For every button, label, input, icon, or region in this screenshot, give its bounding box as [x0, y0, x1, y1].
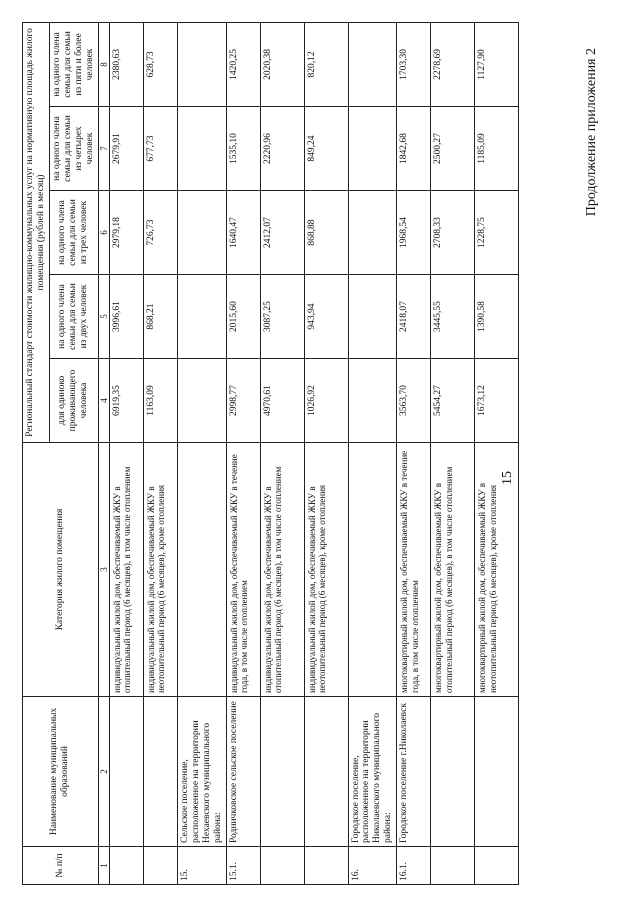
row-value: 1185,09: [475, 107, 519, 191]
row-value: 2998,77: [226, 359, 260, 443]
row-value: 677,73: [143, 107, 177, 191]
row-value: [177, 191, 226, 275]
continuation-label: Продолжение приложения 2: [584, 48, 599, 217]
row-value: 1163,09: [143, 359, 177, 443]
table-row: [177, 22, 226, 884]
row-municipality: Родничковское сельское поселение: [226, 697, 260, 847]
row-number: [260, 847, 304, 885]
row-value: 2412,07: [260, 191, 304, 275]
row-value: 2679,91: [109, 107, 143, 191]
header-num: № п/п: [23, 847, 99, 885]
row-value: 3087,25: [260, 275, 304, 359]
table-row: [304, 22, 348, 884]
row-value: [177, 275, 226, 359]
row-value: 849,24: [304, 107, 348, 191]
table-row: [431, 22, 475, 884]
row-value: 1420,25: [226, 22, 260, 106]
row-number: 16.: [348, 847, 397, 885]
row-value: 2418,07: [397, 275, 431, 359]
page-number: 15: [500, 471, 515, 485]
row-value: 1968,54: [397, 191, 431, 275]
table-row: [397, 22, 431, 884]
column-number: 8: [98, 22, 109, 106]
row-value: 6919,35: [109, 359, 143, 443]
row-value: 1640,47: [226, 191, 260, 275]
row-category: индивидуальный жилой дом, обеспечиваемый ЖКУ в отопительный период (6 месяцев), в том числе отоплением: [109, 443, 143, 697]
row-value: 1390,58: [475, 275, 519, 359]
row-municipality: [304, 697, 348, 847]
row-value: 1703,30: [397, 22, 431, 106]
column-number: 6: [98, 191, 109, 275]
column-number: 2: [98, 697, 109, 847]
row-category: [177, 443, 226, 697]
column-number: 5: [98, 275, 109, 359]
row-municipality: [475, 697, 519, 847]
row-value: 5454,27: [431, 359, 475, 443]
row-value: [177, 22, 226, 106]
row-number: [109, 847, 143, 885]
row-number: [143, 847, 177, 885]
row-value: [348, 275, 397, 359]
column-numbers-row: [98, 22, 109, 884]
row-value: [348, 191, 397, 275]
row-value: 2979,18: [109, 191, 143, 275]
column-number: 7: [98, 107, 109, 191]
row-value: [348, 107, 397, 191]
row-value: 2015,60: [226, 275, 260, 359]
table-row: [226, 22, 260, 884]
row-value: 1228,75: [475, 191, 519, 275]
row-municipality: Сельское поселение, расположенное на территории Нехаевского муниципального района:: [177, 697, 226, 847]
row-municipality: Городское поселение г.Николаевск: [397, 697, 431, 847]
standards-table: [22, 22, 519, 885]
row-municipality: [109, 697, 143, 847]
row-value: 868,88: [304, 191, 348, 275]
header-category: Категория жилого помещения: [23, 443, 99, 697]
row-category: [348, 443, 397, 697]
row-value: [348, 22, 397, 106]
row-category: многоквартирный жилой дом, обеспечиваемый ЖКУ в течение года, в том числе отоплением: [397, 443, 431, 697]
row-value: 2220,96: [260, 107, 304, 191]
row-category: индивидуальный жилой дом, обеспечиваемый ЖКУ в течение года, в том числе отоплением: [226, 443, 260, 697]
row-category: индивидуальный жилой дом, обеспечиваемый ЖКУ в неотопительный период (6 месяцев), кроме отопления: [143, 443, 177, 697]
header-sub-5: на одного члена семьи для семьи из пяти и более человек: [49, 22, 98, 106]
row-municipality: [143, 697, 177, 847]
header-standard: Региональный стандарт стоимости жилищно-коммунальных услуг на нормативную площадь жилого помещения (рублей в месяц): [23, 22, 50, 442]
header-sub-4: на одного члена семьи для семьи из четырех человек: [49, 107, 98, 191]
row-value: 1842,68: [397, 107, 431, 191]
column-number: 3: [98, 443, 109, 697]
table-row: [260, 22, 304, 884]
row-value: [348, 359, 397, 443]
row-category: многоквартирный жилой дом, обеспечиваемый ЖКУ в неотопительный период (6 месяцев), кроме отопления: [475, 443, 519, 697]
row-value: 2380,63: [109, 22, 143, 106]
row-value: 1673,12: [475, 359, 519, 443]
row-value: 1535,10: [226, 107, 260, 191]
header-name: Наименование муниципальных образований: [23, 697, 99, 847]
header-sub-3: на одного члена семьи для семьи из трех человек: [49, 191, 98, 275]
row-value: 1127,90: [475, 22, 519, 106]
row-value: 3563,70: [397, 359, 431, 443]
row-value: 820,12: [304, 22, 348, 106]
row-value: 2708,33: [431, 191, 475, 275]
column-number: 4: [98, 359, 109, 443]
row-number: 15.: [177, 847, 226, 885]
row-number: 16.1.: [397, 847, 431, 885]
row-value: 868,21: [143, 275, 177, 359]
row-number: [431, 847, 475, 885]
row-municipality: [260, 697, 304, 847]
row-value: 2278,69: [431, 22, 475, 106]
row-municipality: [431, 697, 475, 847]
column-number: 1: [98, 847, 109, 885]
table-row: [143, 22, 177, 884]
header-sub-2: на одного члена семьи для семьи из двух человек: [49, 275, 98, 359]
table-row: [109, 22, 143, 884]
row-value: 2500,27: [431, 107, 475, 191]
row-value: 1026,92: [304, 359, 348, 443]
table-body: [109, 22, 518, 884]
row-value: [177, 359, 226, 443]
row-category: индивидуальный жилой дом, обеспечиваемый ЖКУ в неотопительный период (6 месяцев), кроме отопления: [304, 443, 348, 697]
row-number: [475, 847, 519, 885]
row-number: 15.1.: [226, 847, 260, 885]
row-value: 3445,55: [431, 275, 475, 359]
row-category: индивидуальный жилой дом, обеспечиваемый ЖКУ в отопительный период (6 месяцев), в том числе отоплением: [260, 443, 304, 697]
row-value: 3996,61: [109, 275, 143, 359]
table-row: [475, 22, 519, 884]
header-sub-1: для одиноко проживающего человека: [49, 359, 98, 443]
row-value: 4970,61: [260, 359, 304, 443]
row-value: [177, 107, 226, 191]
table-row: [348, 22, 397, 884]
row-number: [304, 847, 348, 885]
row-value: 726,73: [143, 191, 177, 275]
row-value: 943,94: [304, 275, 348, 359]
row-category: многоквартирный жилой дом, обеспечиваемый ЖКУ в отопительный период (6 месяцев), в том числе отоплением: [431, 443, 475, 697]
row-value: 628,73: [143, 22, 177, 106]
row-municipality: Городское поселение, расположенное на территории Николаевского муниципального района:: [348, 697, 397, 847]
row-value: 2020,38: [260, 22, 304, 106]
